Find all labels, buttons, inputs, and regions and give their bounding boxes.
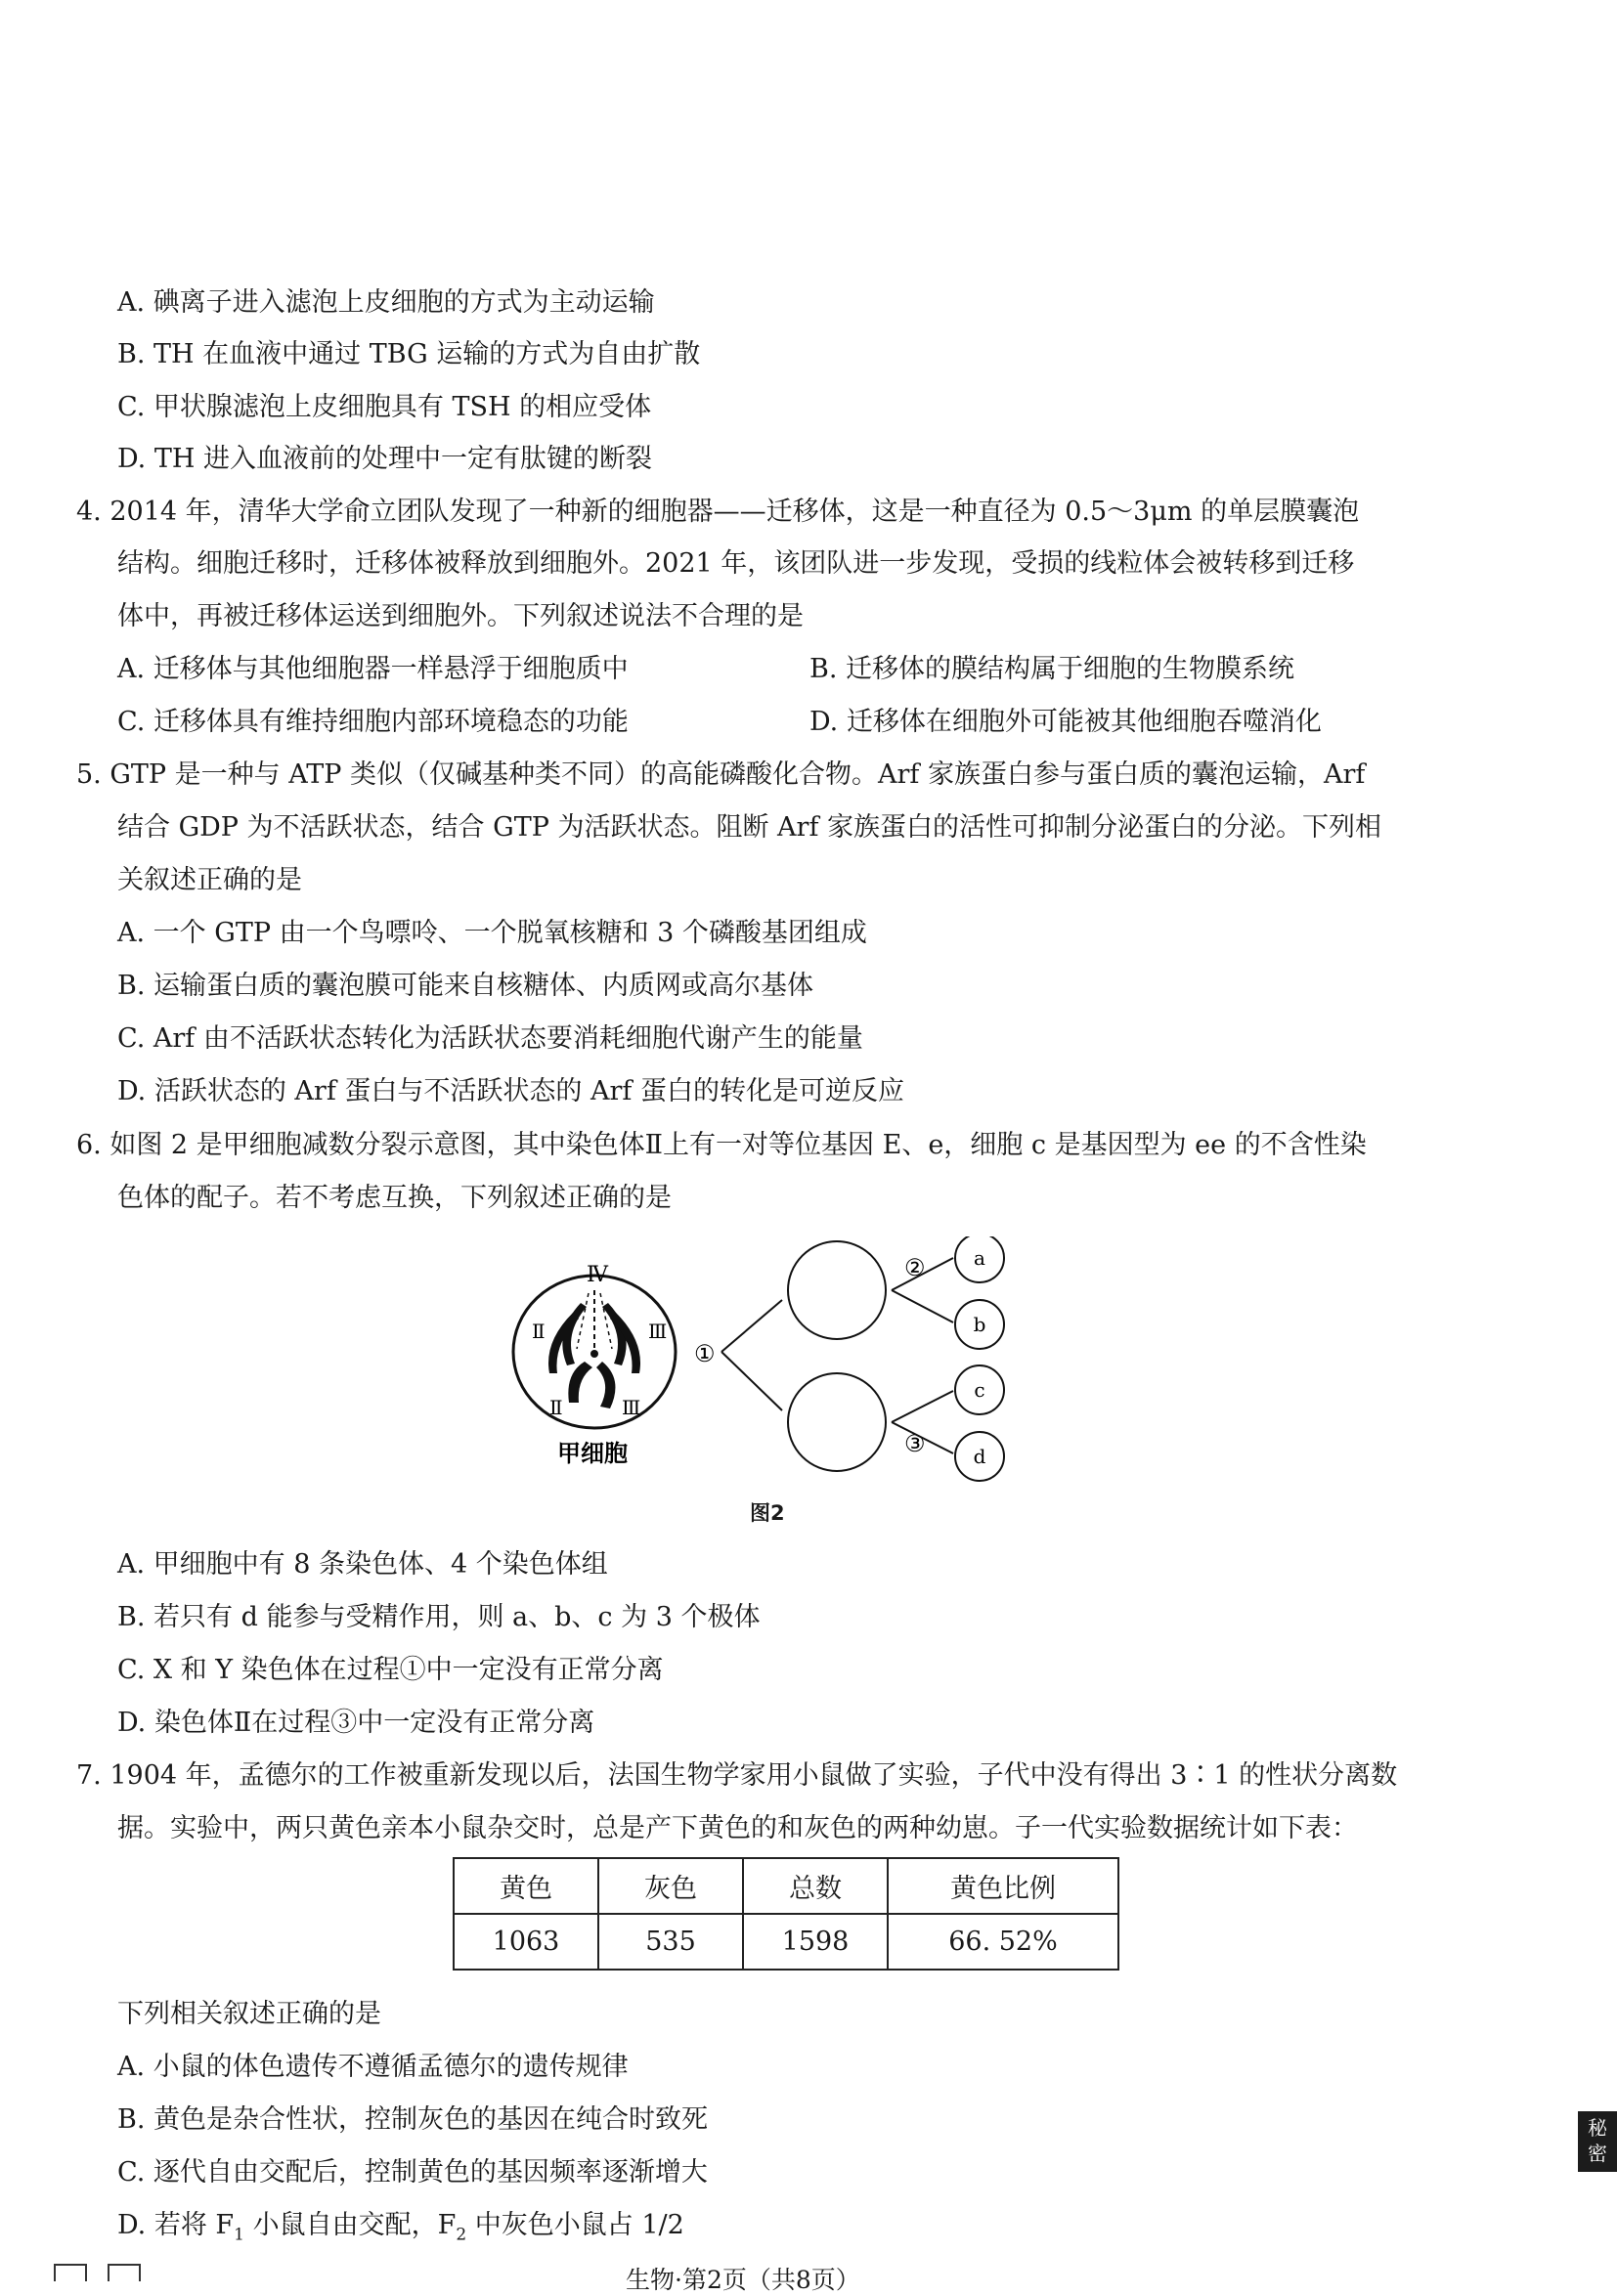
table-header-cell: 总数	[743, 1858, 888, 1914]
label-iii-lower: Ⅲ	[622, 1396, 641, 1419]
page-footer	[0, 2266, 1617, 2294]
q5-stem-line-1: 5. GTP 是一种与 ATP 类似（仅碱基种类不同）的高能磷酸化合物。Arf 家族蛋白参与蛋白质的囊泡运输，Arf	[76, 759, 1366, 790]
q7-stem-line-2: 据。实验中，两只黄色亲本小鼠杂交时，总是产下黄色的和灰色的两种幼崽。子一代实验数据统计如下表：	[117, 1813, 1358, 1843]
q3-option-d: D. TH 进入血液前的处理中一定有肽键的断裂	[117, 444, 652, 474]
q4-option-d: D. 迁移体在细胞外可能被其他细胞吞噬消化	[809, 707, 1322, 737]
q7-option-d-part1: D. 若将 F	[117, 2210, 235, 2240]
label-ii-upper: Ⅱ	[532, 1320, 546, 1343]
q6-stem-line-1: 6. 如图 2 是甲细胞减数分裂示意图，其中染色体Ⅱ上有一对等位基因 E、e，细胞 c 是基因型为 ee 的不含性染	[76, 1130, 1367, 1160]
q5-stem-line-3: 关叙述正确的是	[117, 865, 302, 895]
subscript-2: 2	[456, 2225, 467, 2245]
binding-mark-icon	[108, 2264, 141, 2281]
label-iv: Ⅳ	[587, 1263, 608, 1287]
q7-option-d-part3: 中灰色小鼠占 1/2	[466, 2210, 684, 2240]
q4-stem-line-1: 4. 2014 年，清华大学俞立团队发现了一种新的细胞器——迁移体，这是一种直径为 0.5～3μm 的单层膜囊泡	[76, 497, 1360, 527]
label-ii-lower: Ⅱ	[549, 1396, 563, 1419]
table-header-row	[454, 1858, 1118, 1914]
q4-stem-line-2: 结构。细胞迁移时，迁移体被释放到细胞外。2021 年，该团队进一步发现，受损的线粒体会被转移到迁移	[117, 548, 1355, 579]
q7-option-c: C. 逐代自由交配后，控制黄色的基因频率逐渐增大	[117, 2157, 708, 2188]
figure-caption: 图2	[750, 1501, 785, 1525]
q4-stem-line-3: 体中，再被迁移体运送到细胞外。下列叙述说法不合理的是	[117, 601, 804, 631]
label-iii-upper: Ⅲ	[648, 1320, 668, 1343]
table-cell: 1598	[743, 1914, 888, 1970]
gamete-c-label: c	[974, 1378, 985, 1402]
q6-option-a: A. 甲细胞中有 8 条染色体、4 个染色体组	[117, 1549, 608, 1580]
q6-stem-line-2: 色体的配子。若不考虑互换，下列叙述正确的是	[117, 1183, 672, 1213]
gamete-a-label: a	[974, 1246, 985, 1270]
step-2-label: ②	[904, 1254, 926, 1281]
q6-option-b: B. 若只有 d 能参与受精作用，则 a、b、c 为 3 个极体	[117, 1602, 761, 1632]
gamete-d-label: d	[973, 1445, 986, 1468]
binding-mark-icon	[54, 2264, 87, 2281]
q4-option-b: B. 迁移体的膜结构属于细胞的生物膜系统	[809, 654, 1295, 684]
table-cell: 535	[598, 1914, 743, 1970]
q7-stem-line-1: 7. 1904 年，孟德尔的工作被重新发现以后，法国生物学家用小鼠做了实验，子代中没有得出 3∶1 的性状分离数	[76, 1760, 1398, 1791]
q7-option-b: B. 黄色是杂合性状，控制灰色的基因在纯合时致死	[117, 2104, 709, 2135]
q6-option-c: C. X 和 Y 染色体在过程①中一定没有正常分离	[117, 1655, 664, 1685]
q7-option-d-part2: 小鼠自由交配，F	[244, 2210, 457, 2240]
table-cell: 66. 52%	[888, 1914, 1118, 1970]
mouse-data-table	[453, 1857, 1119, 1971]
q5-option-c: C. Arf 由不活跃状态转化为活跃状态要消耗细胞代谢产生的能量	[117, 1023, 863, 1054]
table-header-cell: 黄色比例	[888, 1858, 1118, 1914]
meiosis-diagram	[508, 1236, 1075, 1491]
q5-stem-line-2: 结合 GDP 为不活跃状态，结合 GTP 为活跃状态。阻断 Arf 家族蛋白的活性可抑制分泌蛋白的分泌。下列相	[117, 812, 1382, 843]
q3-option-a: A. 碘离子进入滤泡上皮细胞的方式为主动运输	[117, 287, 655, 318]
q6-option-d: D. 染色体Ⅱ在过程③中一定没有正常分离	[117, 1708, 595, 1738]
subscript-1: 1	[234, 2225, 244, 2245]
table-header-cell: 黄色	[454, 1858, 598, 1914]
q5-option-a: A. 一个 GTP 由一个鸟嘌呤、一个脱氧核糖和 3 个磷酸基团组成	[117, 918, 867, 948]
q7-lead: 下列相关叙述正确的是	[117, 1999, 381, 2029]
secondary-cell-lower	[788, 1373, 886, 1471]
q5-option-d: D. 活跃状态的 Arf 蛋白与不活跃状态的 Arf 蛋白的转化是可逆反应	[117, 1076, 904, 1106]
q4-option-a: A. 迁移体与其他细胞器一样悬浮于细胞质中	[117, 654, 629, 684]
q7-option-d	[117, 2209, 684, 2251]
q3-option-c: C. 甲状腺滤泡上皮细胞具有 TSH 的相应受体	[117, 392, 652, 422]
q5-option-b: B. 运输蛋白质的囊泡膜可能来自核糖体、内质网或高尔基体	[117, 971, 814, 1001]
tab-char-1: 秘	[1588, 2116, 1607, 2140]
jia-cell-label: 甲细胞	[557, 1440, 628, 1467]
table-header-cell: 灰色	[598, 1858, 743, 1914]
tab-char-2: 密	[1588, 2142, 1607, 2165]
step-1-label: ①	[694, 1340, 716, 1367]
q4-option-c: C. 迁移体具有维持细胞内部环境稳态的功能	[117, 707, 629, 737]
confidential-tab	[1578, 2111, 1617, 2172]
q3-option-b: B. TH 在血液中通过 TBG 运输的方式为自由扩散	[117, 339, 701, 369]
table-row	[454, 1914, 1118, 1970]
table-cell: 1063	[454, 1914, 598, 1970]
q7-option-a: A. 小鼠的体色遗传不遵循孟德尔的遗传规律	[117, 2052, 629, 2082]
secondary-cell-upper	[788, 1241, 886, 1339]
page-number: 生物·第2页（共8页）	[626, 2266, 860, 2294]
gamete-b-label: b	[973, 1313, 986, 1336]
step-3-label: ③	[904, 1430, 926, 1457]
